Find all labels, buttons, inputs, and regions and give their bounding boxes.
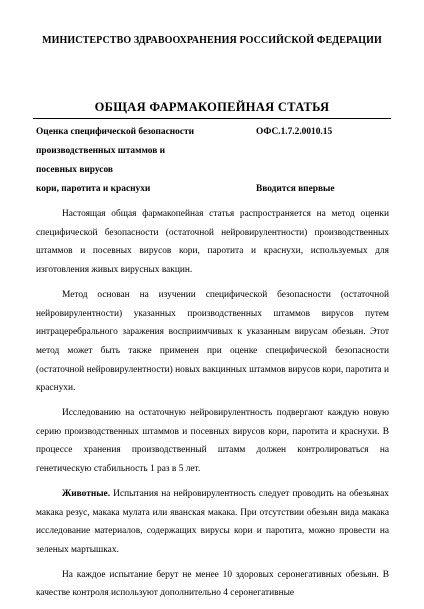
article-name-line: кори, паротита и краснухи	[36, 184, 151, 194]
article-name	[36, 123, 246, 199]
article-status: Вводится впервые	[256, 184, 335, 194]
paragraph-test-count: На каждое испытание берут не менее 10 здоровых серонегативных обезьян. В качестве контроля используют дополнительно 4 серонегативные	[36, 569, 389, 599]
paragraph-animals-text: Испытания на нейровирулентность следует проводить на обезьянах макака резус, макака мулата или яванская макака. При отсутствии обезьян вида макака исследование материалов, содержащих вирусы кори и паротита, можно провести на зеленых мартышках.	[36, 488, 389, 555]
paragraph-method: Метод основан на изучении специфической безопасности (остаточной нейровирулентности) указанных производственных штаммов вирусов путем интрацеребрального заражения восприимчивых к указанным вирусам обезьян. Этот метод может быть также применен при оценке специфической безопасности (остаточной нейровирулентности) новых вакцинных штаммов вирусов кори, паротита и краснухи.	[36, 289, 389, 394]
header-divider	[33, 118, 391, 119]
article-code: ОФС.1.7.2.0010.15	[256, 127, 333, 137]
paragraph-animals-lead: Животные.	[62, 488, 111, 499]
article-type-title: ОБЩАЯ ФАРМАКОПЕЙНАЯ СТАТЬЯ	[94, 100, 330, 114]
article-name-line: посевных вирусов	[36, 165, 113, 175]
article-name-line: Оценка специфической безопасности	[36, 127, 195, 137]
article-name-line: производственных штаммов и	[36, 146, 166, 156]
article-body	[36, 205, 389, 609]
ministry-heading: МИНИСТЕРСТВО ЗДРАВООХРАНЕНИЯ РОССИЙСКОЙ ФЕДЕРАЦИИ	[42, 35, 382, 46]
paragraph-animals	[36, 485, 389, 560]
paragraph-testing: Исследованию на остаточную нейровирулентность подвергают каждую новую серию производственных штаммов и посевных вирусов кори, паротита и краснухи. В процессе хранения производственный штамм должен контролироваться на генетическую стабильность 1 раз в 5 лет.	[36, 408, 389, 475]
paragraph-scope: Настоящая общая фармакопейная статья распространяется на метод оценки специфической безопасности (остаточной нейровирулентности) производственных штаммов и посевных вирусов кори, паротита и краснухи, используемых для изготовления живых вирусных вакцин.	[36, 209, 389, 276]
